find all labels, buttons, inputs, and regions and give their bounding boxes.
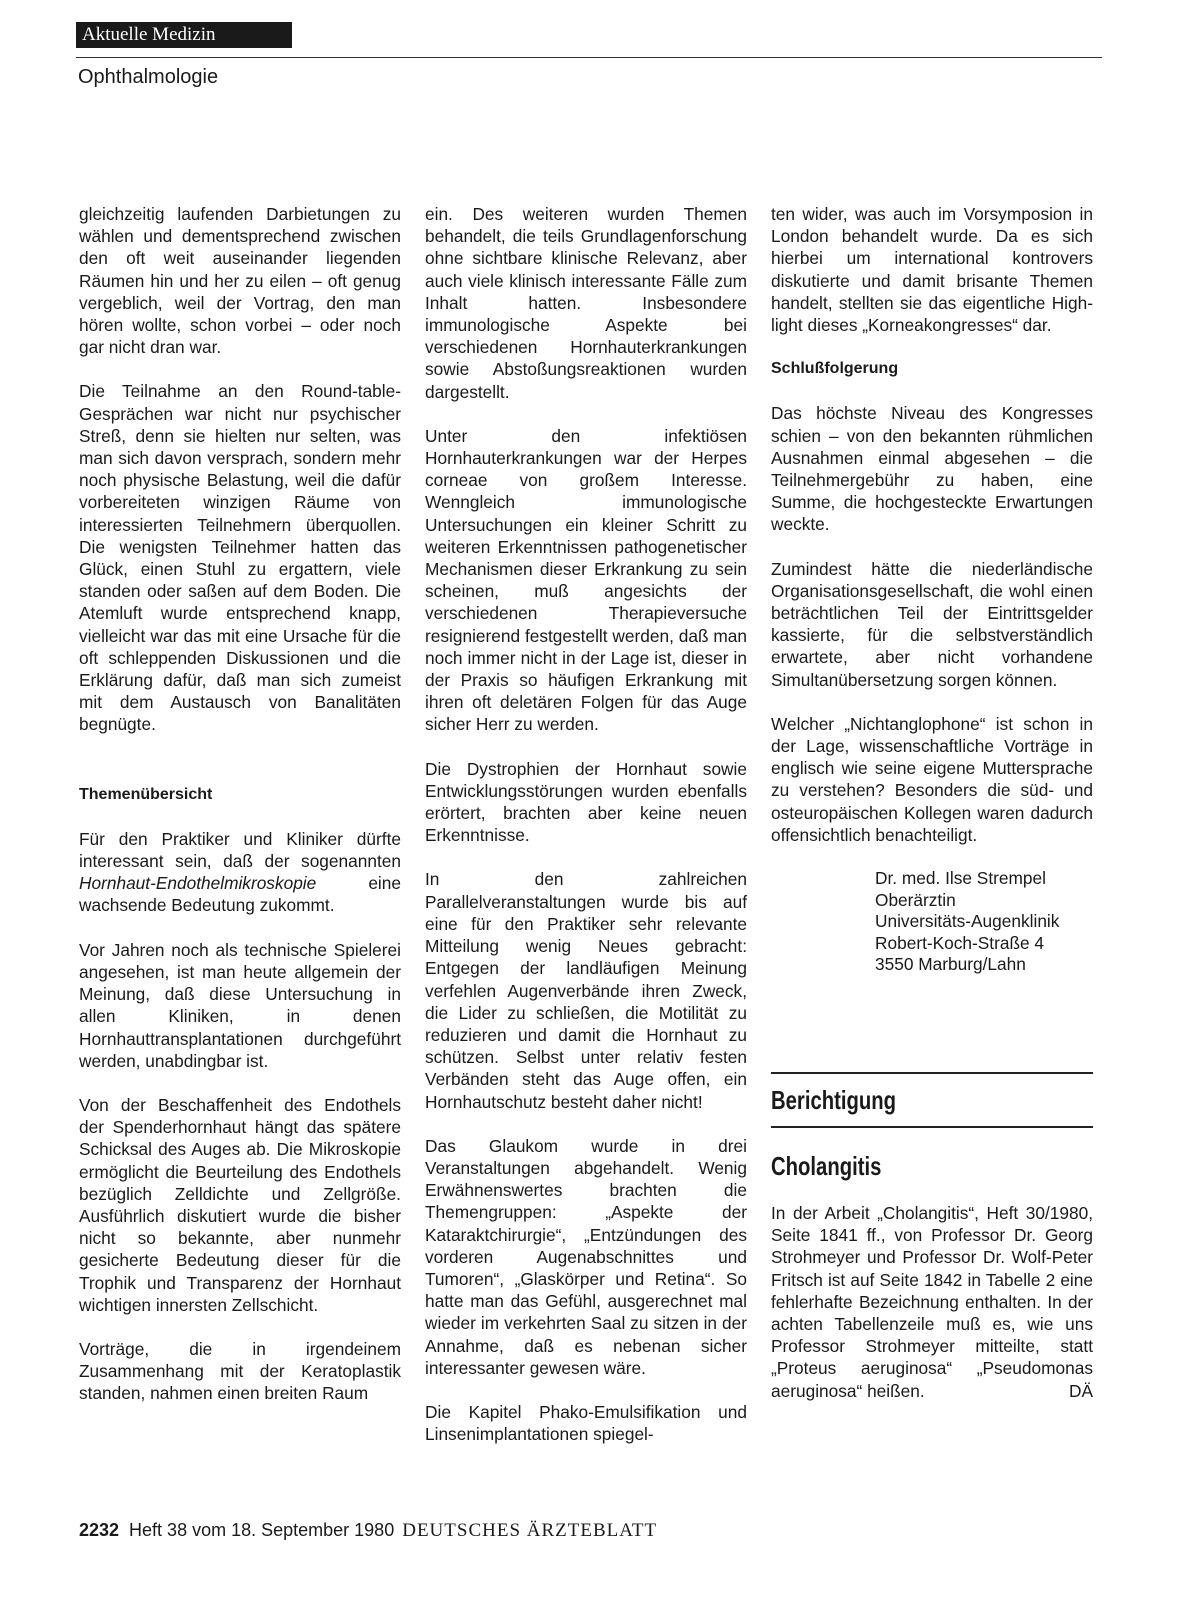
paragraph-text: Für den Praktiker und Kliniker dürfte interessant sein, daß der sogenannten [79, 828, 401, 872]
paragraph: Die Teilnahme an den Round-table-Gesprächen war nicht nur psychischer Streß, denn sie hielten nur selten, was man sich davon versprach, sondern mehr noch physische Belastung, weil die dafür vorbereiteten winzigen Räume von interessierten Teilnehmern überquollen. Die wenigsten Teilnehmer hatten das Glück, einen Stuhl zu ergattern, viele standen oder saßen auf dem Boden. Die Atemluft wurde entsprechend knapp, vielleicht war das mit eine Ursache für die oft schleppenden Diskussionen und die Erklärung dafür, daß man sich zumeist mit dem Austausch von Banalitäten begnügte. [79, 381, 401, 735]
paragraph: gleichzeitig laufenden Darbietungen zu wählen und dementsprechend zwischen den oft weit auseinander liegenden Räumen hin und her zu eilen – oft genug vergeblich, weil der Vortrag, den man hören wollte, schon vorbei – oder noch gar nicht dran war. [79, 204, 401, 358]
paragraph: Die Kapitel Phako-Emulsifikation und Linsenimplantationen spiegel- [425, 1401, 747, 1445]
author-name: Dr. med. Ilse Strempel [875, 868, 1046, 889]
paragraph: Vorträge, die in irgendeinem Zusammenhang mit der Keratoplastik standen, nahmen einen breiten Raum [79, 1338, 401, 1404]
page-number: 2232 [79, 1520, 120, 1540]
author-role: Oberärztin [875, 889, 956, 910]
column-2 [425, 203, 747, 1467]
author-institution: Universitäts-Augenklinik [875, 911, 1060, 932]
paragraph: Die Dystrophien der Hornhaut sowie Entwicklungsstörungen wurden ebenfalls erörtert, brachten aber keine neuen Erkenntnisse. [425, 758, 747, 846]
correction-body: In der Arbeit „Cholangitis“, Heft 30/1980, Seite 1841 ff., von Professor Dr. Georg Strohmeyer und Professor Dr. Wolf-Peter Fritsch ist auf Seite 1842 in Tabelle 2 eine fehlerhafte Bezeichnung enthalten. In der achten Tabellenzeile muß es, wie uns Professor Strohmeyer mitteilte, statt „Proteus aeruginosa“ „Pseudomonas aeruginosa“ heißen. [771, 1203, 1093, 1401]
author-city: 3550 Marburg/Lahn [875, 954, 1026, 975]
correction-heading: Berichtigung [771, 1085, 897, 1116]
journal-name: DEUTSCHES ÄRZTEBLATT [402, 1520, 658, 1541]
correction-title: Cholangitis [771, 1151, 882, 1182]
paragraph: Zumindest hätte die niederländische Organisationsgesellschaft, die wohl einen beträchtlichen Teil der Eintrittsgelder kassierte, für die selbstverständlich erwartete, aber nicht vorhandene Simultanübersetzung sorgen können. [771, 558, 1093, 690]
correction-text [771, 1202, 1093, 1402]
paragraph: In den zahlreichen Parallelveranstaltungen wurde bis auf eine für den Praktiker sehr relevante Mitteilung wenig Neues gebracht: Entgegen der landläufigen Meinung verfehlen Augenverbände ihren Zweck, die Lider zu schließen, die Motilität zu reduzieren und damit die Hornhaut zu schützen. Selbst unter relativ festen Verbänden steht das Auge offen, ein Hornhautschutz besteht daher nicht! [425, 869, 747, 1112]
section-heading-schlussfolgerung: Schlußfolgerung [771, 360, 899, 378]
paragraph: Von der Beschaffenheit des Endothels der Spenderhornhaut hängt das spätere Schicksal des Auges ab. Die Mikroskopie ermöglicht die Beurteilung des Endothels bezüglich Zelldichte und Zellgröße. Ausführlich diskutiert wurde die bisher nicht so bekannte, aber nunmehr gesicherte Bedeutung dieser für die Trophik und Transparenz der Hornhaut wichtigen innersten Zellschicht. [79, 1094, 401, 1315]
issue-info: Heft 38 vom 18. September 1980 [129, 1520, 395, 1540]
header-rule [76, 57, 1102, 58]
paragraph: ten wider, was auch im Vorsymposion in London behandelt wurde. Da es sich hierbei um international kontrovers diskutierte und damit brisante Themen handelt, stellten sie das eigentliche High-light dieses „Korneakongresses“ dar. [771, 204, 1093, 336]
paragraph-text: eine wachsende Bedeutung zukommt. [79, 873, 401, 916]
section-tag: Aktuelle Medizin [76, 22, 292, 48]
subject-heading: Ophthalmologie [78, 66, 219, 88]
author-street: Robert-Koch-Straße 4 [875, 932, 1045, 953]
column-1 [79, 203, 401, 1427]
paragraph [79, 828, 401, 917]
page-footer [79, 1520, 657, 1542]
section-heading-themenuebersicht: Themenübersicht [79, 785, 213, 803]
correction-initials: DÄ [1068, 1380, 1093, 1401]
divider [771, 1126, 1093, 1128]
paragraph: Vor Jahren noch als technische Spielerei angesehen, ist man heute allgemein der Meinung, daß diese Untersuchung in allen Kliniken, in denen Hornhauttransplantationen durchgeführt werden, unabdingbar ist. [79, 939, 401, 1071]
paragraph: ein. Des weiteren wurden Themen behandelt, die teils Grundlagenforschung ohne sichtbare klinische Relevanz, aber auch viele klinisch interessante Fälle zum Inhalt hatten. Insbesondere immunologische Aspekte bei verschiedenen Hornhauterkrankungen sowie Abstoßungsreaktionen wurden dargestellt. [425, 204, 747, 402]
author-signature [875, 868, 1093, 976]
paragraph: Das Glaukom wurde in drei Veranstaltungen abgehandelt. Wenig Erwähnenswertes brachten die Themengruppen: „Aspekte der Kataraktchirurgie“, „Entzündungen des vorderen Augenabschnittes und Tumoren“, „Glaskörper und Retina“. So hatte man das Gefühl, ausgerechnet mal wieder im verkehrten Saal zu sitzen in der Annahme, daß es nebenan sicher interessanter gewesen wäre. [425, 1135, 747, 1378]
column-3 [771, 203, 1093, 1424]
paragraph: Welcher „Nichtanglophone“ ist schon in der Lage, wissenschaftliche Vorträge in englisch wie seine eigene Muttersprache zu verstehen? Besonders die süd- und osteuropäischen Kollegen waren dadurch offensichtlich benachteiligt. [771, 713, 1093, 845]
divider [771, 1072, 1093, 1074]
paragraph: Unter den infektiösen Hornhauterkrankungen war der Herpes corneae von großem Interesse. Wenngleich immunologische Untersuchungen ein kleiner Schritt zu weiteren Erkenntnissen pathogenetischer Mechanismen dieser Erkrankung zu sein scheinen, muß angesichts der verschiedenen Therapieversuche resignierend festgestellt werden, daß man noch immer nicht in der Lage ist, dieser in der Praxis so häufigen Erkrankung mit ihren oft deletären Folgen für das Auge sicher Herr zu werden. [425, 425, 747, 735]
emphasis-term: Hornhaut-Endothelmikroskopie [79, 873, 317, 894]
paragraph: Das höchste Niveau des Kongresses schien – von den bekannten rühmlichen Ausnahmen einmal abgesehen – die Teilnehmergebühr zu haben, eine Summe, die hochgesteckte Erwartungen weckte. [771, 403, 1093, 535]
